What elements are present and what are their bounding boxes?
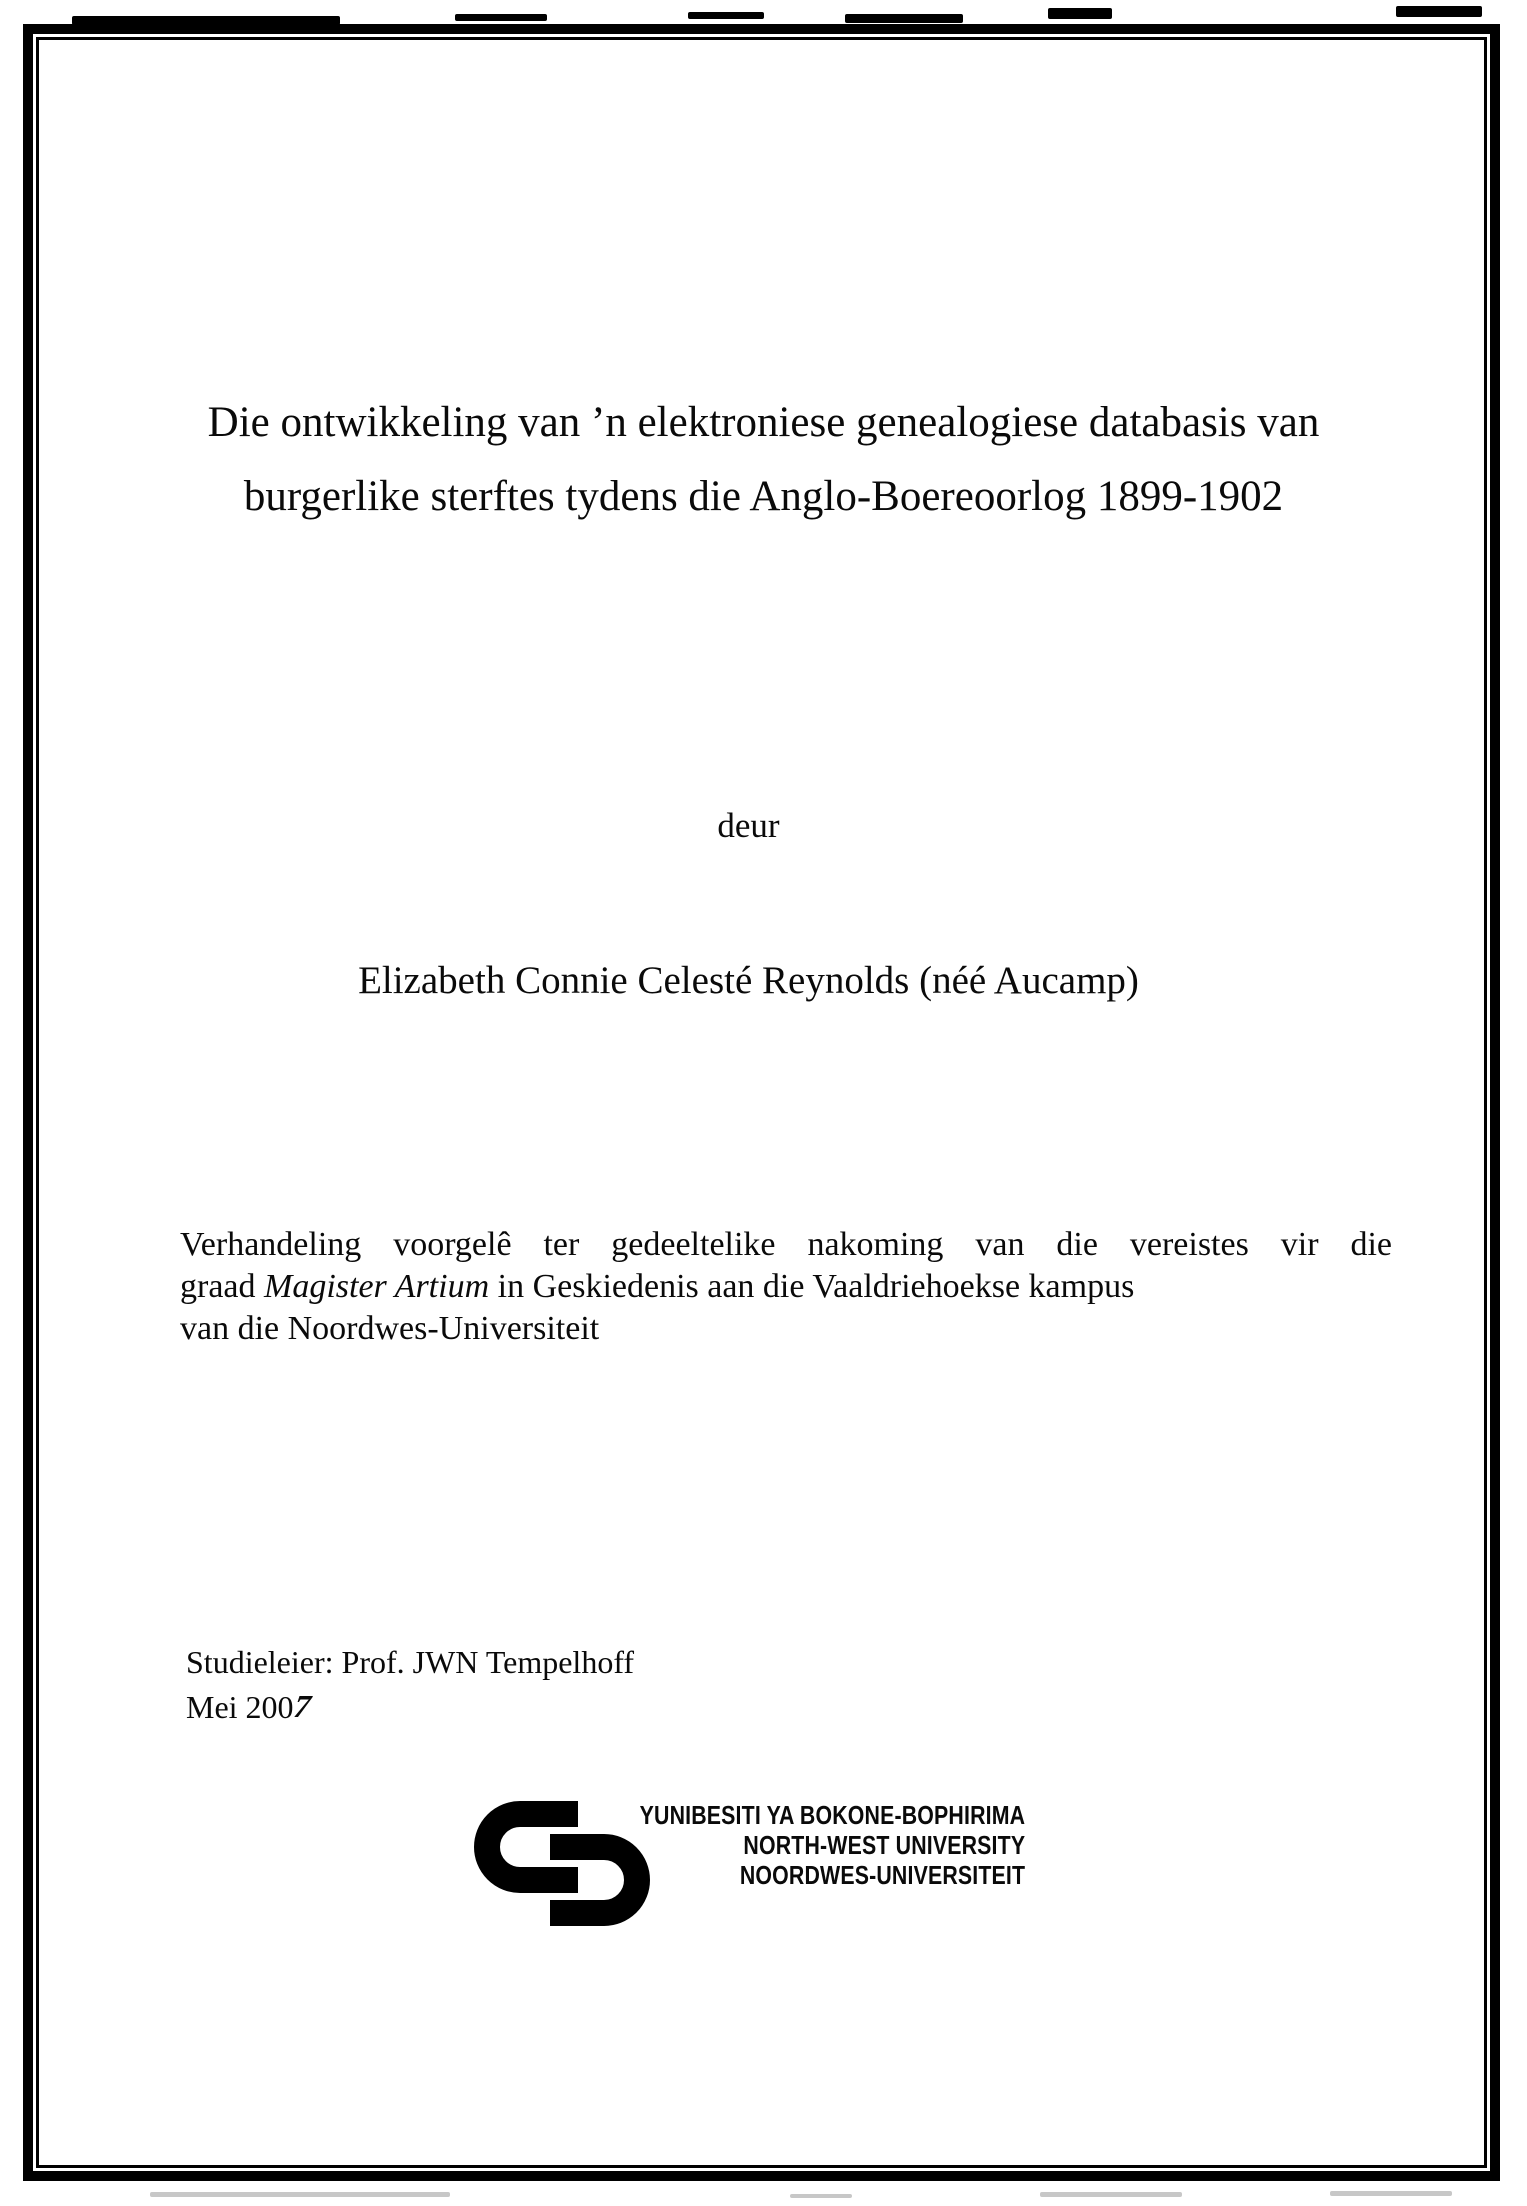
degree-name-italic: Magister Artium <box>264 1268 490 1305</box>
logo-text-english: NORTH-WEST UNIVERSITY <box>743 1830 1025 1860</box>
scan-artifact <box>150 2192 450 2197</box>
author-name: Elizabeth Connie Celesté Reynolds (néé Aucamp) <box>358 959 1139 1002</box>
date-prefix: Mei 200 <box>186 1689 294 1725</box>
scan-artifact <box>688 12 764 19</box>
nwu-logo-mark-icon <box>468 1799 658 1929</box>
degree-statement <box>180 1224 1392 1350</box>
university-logo <box>468 1799 1025 1931</box>
degree-statement-line2-pre: graad <box>180 1268 265 1305</box>
degree-statement-line1: Verhandeling voorgelê ter gedeeltelike nakoming van die vereistes vir die <box>180 1226 1392 1263</box>
degree-statement-line2-post: in Geskiedenis aan die Vaaldriehoekse kampus <box>489 1268 1135 1305</box>
thesis-title-line1: Die ontwikkeling van ’n elektroniese genealogiese databasis van <box>207 399 1320 446</box>
scan-artifact <box>1040 2192 1182 2197</box>
degree-statement-line2 <box>180 1266 1392 1308</box>
thesis-title <box>60 386 1467 534</box>
scan-artifact <box>1048 8 1112 19</box>
date-final-digit: 7 <box>288 1688 316 1724</box>
date-line <box>186 1685 634 1730</box>
scan-artifact <box>845 14 963 23</box>
supervisor-line: Studieleier: Prof. JWN Tempelhoff <box>186 1644 635 1680</box>
degree-statement-line3: van die Noordwes-Universiteit <box>180 1310 600 1347</box>
scan-artifact <box>455 14 547 21</box>
university-logo-text <box>639 1800 1025 1890</box>
byline-preposition: deur <box>717 806 780 845</box>
logo-text-afrikaans: NOORDWES-UNIVERSITEIT <box>739 1860 1025 1890</box>
supervisor-block <box>186 1640 634 1730</box>
scan-artifact <box>790 2194 852 2198</box>
scan-artifact <box>1330 2191 1452 2196</box>
logo-text-setswana: YUNIBESITI YA BOKONE-BOPHIRIMA <box>639 1800 1025 1830</box>
scan-artifact <box>1396 6 1482 17</box>
thesis-title-line2: burgerlike sterftes tydens die Anglo-Boereoorlog 1899-1902 <box>243 473 1284 520</box>
